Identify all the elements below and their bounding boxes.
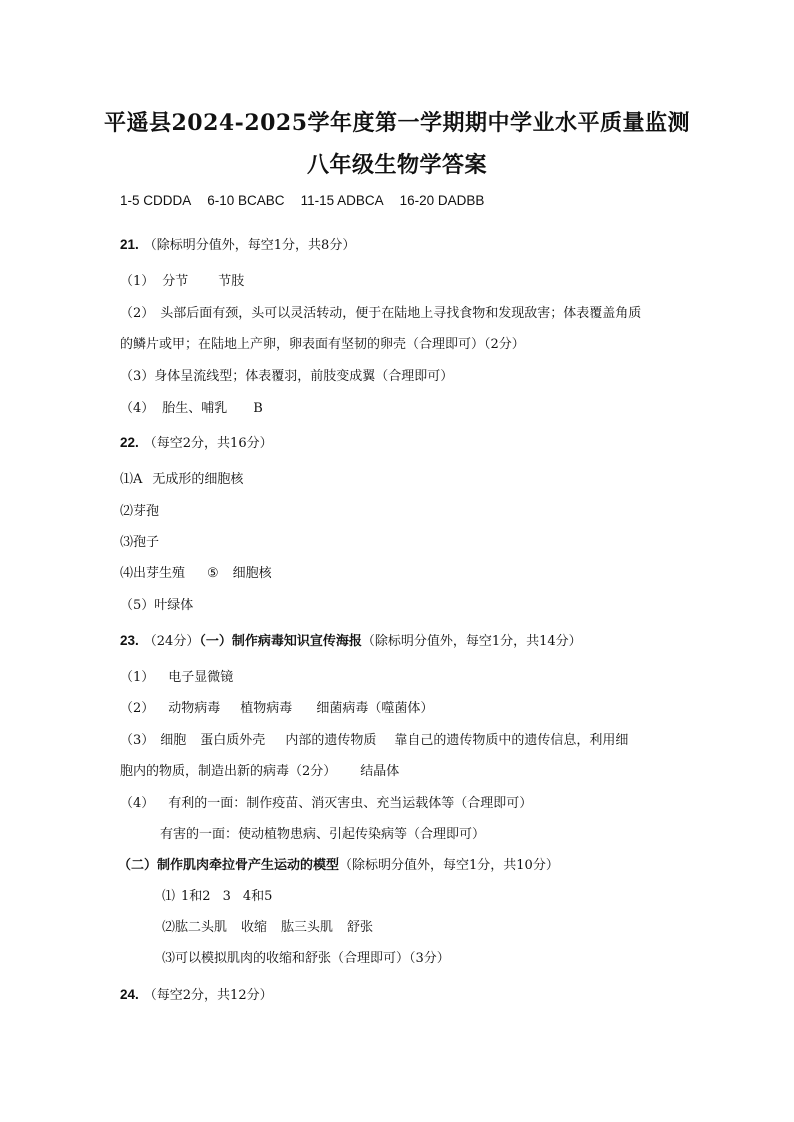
q22-answer-5: （5）叶绿体 (120, 598, 194, 613)
q21-answer-1: （1） 分节 节肢 (120, 274, 245, 289)
q23-part2-answer-1: ⑴ 1和2 3 4和5 (162, 889, 273, 904)
section-title: （二）制作肌肉牵拉骨产生运动的模型 (118, 858, 340, 873)
q22-answer-1: ⑴A 无成形的细胞核 (120, 472, 244, 487)
q23-heading: 23. （24分）（一）制作病毒知识宣传海报（除标明分值外，每空1分，共14分） (120, 633, 582, 649)
question-note: （每空2分，共12分） (143, 988, 273, 1003)
q21-answer-2-cont: 的鳞片或甲；在陆地上产卵，卵表面有坚韧的卵壳（合理即可）（2分） (120, 337, 525, 352)
q23-answer-1: （1） 电子显微镜 (120, 670, 234, 685)
q23-answer-4: （4） 有利的一面：制作疫苗、消灭害虫、充当运载体等（合理即可） (120, 796, 533, 811)
choice-group-3: 11-15 ADBCA (300, 193, 384, 208)
section-note: （除标明分值外，每空1分，共10分） (339, 858, 559, 873)
question-number: 24. (120, 987, 139, 1002)
q22-answer-3: ⑶孢子 (120, 535, 160, 550)
question-note: （每空2分，共16分） (143, 436, 273, 451)
q23-answer-4-cont: 有害的一面：使动植物患病、引起传染病等（合理即可） (160, 827, 486, 842)
q22-answer-4: ⑷出芽生殖 ⑤ 细胞核 (120, 566, 272, 581)
q21-heading (120, 234, 355, 253)
q23-answer-3-cont: 胞内的物质，制造出新的病毒（2分） 结晶体 (120, 764, 400, 779)
q21-answer-2: （2） 头部后面有颈，头可以灵活转动，便于在陆地上寻找食物和发现敌害；体表覆盖角质 (120, 306, 642, 321)
q24-heading (120, 984, 273, 1003)
question-number: 23. (120, 633, 139, 648)
question-number: 21. (120, 237, 139, 252)
choice-group-1: 1-5 CDDDA (120, 193, 192, 208)
q21-answer-3: （3）身体呈流线型；体表覆羽，前肢变成翼（合理即可） (120, 369, 454, 384)
q23-part2-heading (118, 854, 559, 873)
choice-answers (120, 193, 484, 208)
section-title: （一）制作病毒知识宣传海报 (199, 634, 362, 649)
q21-answer-4: （4） 胎生、哺乳 B (120, 401, 263, 416)
document-subtitle: 八年级生物学答案 (306, 152, 487, 178)
q23-answer-2: （2） 动物病毒 植物病毒 细菌病毒（噬菌体） (120, 701, 434, 716)
document-title: 平遥县2024-2025学年度第一学期期中学业水平质量监测 (103, 110, 691, 136)
q23-part2-answer-3: ⑶可以模拟肌肉的收缩和舒张（合理即可）（3分） (162, 951, 450, 966)
q22-heading (120, 432, 273, 451)
q23-answer-3: （3） 细胞 蛋白质外壳 内部的遗传物质 靠自己的遗传物质中的遗传信息，利用细 (120, 733, 629, 748)
section-note: （除标明分值外，每空1分，共14分） (361, 634, 582, 649)
choice-group-2: 6-10 BCABC (207, 193, 285, 208)
choice-group-4: 16-20 DADBB (399, 193, 485, 208)
question-note: （除标明分值外，每空1分，共8分） (143, 238, 356, 253)
question-number: 22. (120, 435, 139, 450)
q22-answer-2: ⑵芽孢 (120, 504, 160, 519)
q23-part2-answer-2: ⑵肱二头肌 收缩 肱三头肌 舒张 (162, 920, 374, 935)
